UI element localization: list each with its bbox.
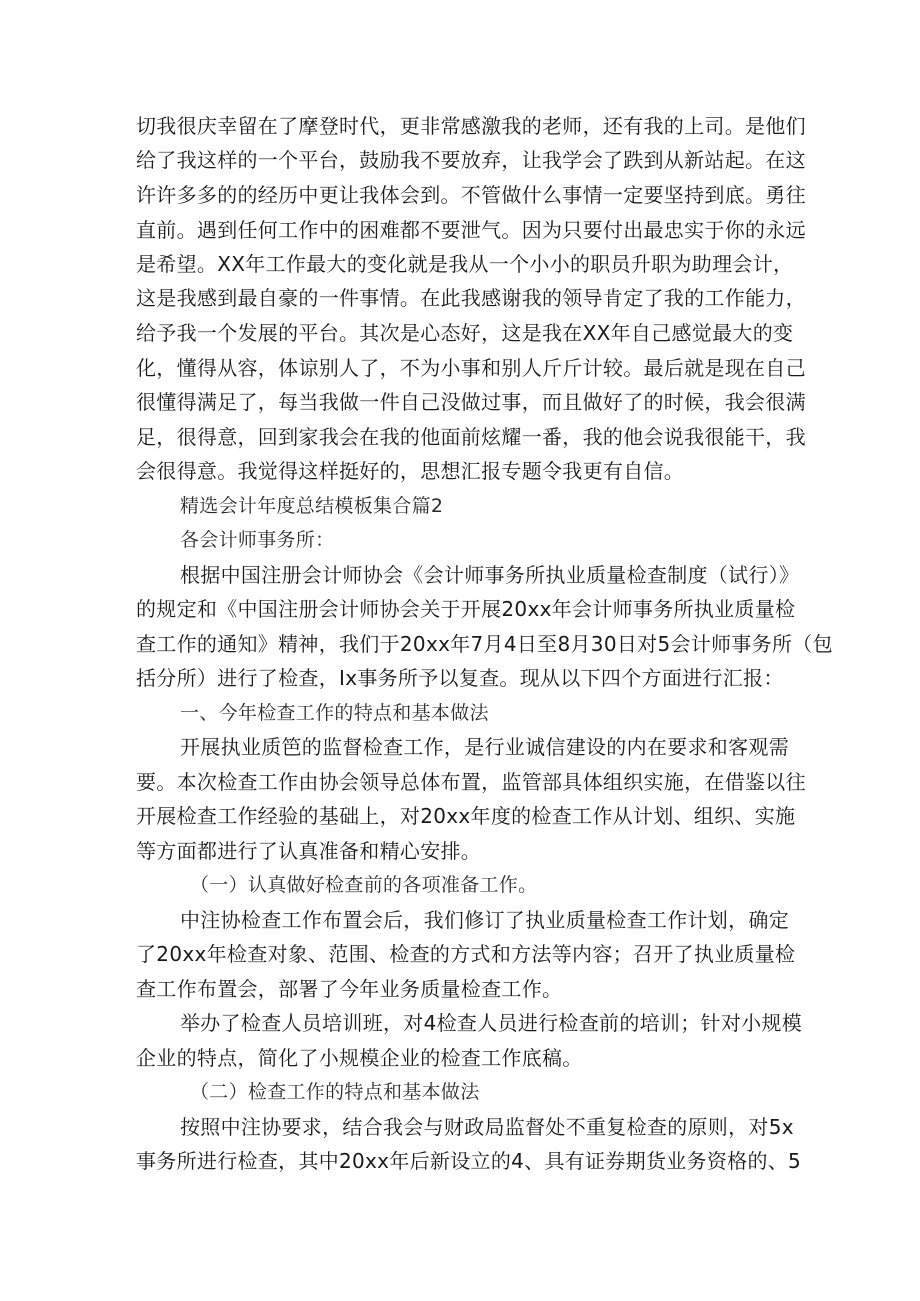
- section-title: 精选会计年度总结模板集合篇2: [180, 495, 444, 517]
- paragraph-line: 许许多多的的经历中更让我体会到。不管做什么事情一定要坚持到底。勇往: [136, 183, 806, 207]
- salutation: 各会计师事务所：: [180, 529, 335, 551]
- paragraph-line: 括分所）进行了检查，Ix事务所予以复查。现从以下四个方面进行汇报：: [136, 666, 784, 690]
- paragraph-line: 直前。遇到任何工作中的困难都不要泄气。因为只要付出最忠实于你的永远: [136, 218, 806, 242]
- paragraph-line: 中注协检查工作布置会后，我们修订了执业质量检查工作计划，确定: [180, 908, 789, 932]
- subsection-heading: （一）认真做好检查前的各项准备工作。: [190, 874, 538, 896]
- subsection-heading: （二）检查工作的特点和基本做法: [190, 1081, 480, 1103]
- paragraph-line: 的规定和《中国注册会计师协会关于开展20xx年会计师事务所执业质量检: [136, 597, 796, 621]
- paragraph-line: 查工作布置会，部署了今年业务质量检查工作。: [136, 977, 563, 1001]
- paragraph-line: 给了我这样的一个平台，鼓励我不要放弃，让我学会了跌到从新站起。在这: [136, 148, 806, 172]
- paragraph-line: 查工作的通知》精神，我们于20xx年7月4日至8月30日对5会计师事务所（包: [136, 632, 833, 656]
- paragraph-line: 切我很庆幸留在了摩登时代，更非常感激我的老师，还有我的上司。是他们: [136, 114, 806, 138]
- paragraph-line: 等方面都进行了认真准备和精心安排。: [136, 839, 482, 863]
- subsection-heading: 一、今年检查工作的特点和基本做法: [180, 702, 489, 724]
- paragraph-line: 给予我一个发展的平台。其次是心态好，这是我在XX年自己感觉最大的变: [136, 321, 794, 345]
- paragraph-line: 是希望。XX年工作最大的变化就是我从一个小小的职员升职为助理会计，: [136, 252, 794, 276]
- paragraph-line: 举办了检查人员培训班，对4检查人员进行检查前的培训；针对小规模: [180, 1011, 803, 1035]
- paragraph-line: 了20xx年检查对象、范围、检查的方式和方法等内容；召开了执业质量检: [136, 942, 796, 966]
- paragraph-line: 化，懂得从容，体谅别人了，不为小事和别人斤斤计较。最后就是现在自己: [136, 356, 806, 380]
- paragraph-line: 按照中注协要求，结合我会与财政局监督处不重复检查的原则，对5x: [180, 1115, 794, 1139]
- paragraph-line: 事务所进行检查，其中20xx年后新设立的4、具有证券期货业务资格的、5: [136, 1149, 802, 1173]
- paragraph-line: 开展执业质笆的监督检查工作，是行业诚信建设的内在要求和客观需: [180, 735, 789, 759]
- paragraph-line: 根据中国注册会计师协会《会计师事务所执业质量检查制度（试行）》: [180, 563, 800, 587]
- paragraph-line: 很懂得满足了，每当我做一件自己没做过事，而且做好了的时候，我会很满: [136, 390, 806, 414]
- paragraph-line: 这是我感到最自豪的一件事情。在此我感谢我的领导肯定了我的工作能力，: [136, 286, 806, 310]
- paragraph-line: 会很得意。我觉得这样挺好的，思想汇报专题令我更有自信。: [136, 459, 685, 483]
- paragraph-line: 足，很得意，回到家我会在我的他面前炫耀一番，我的他会说我很能干，我: [136, 425, 806, 449]
- paragraph-line: 开展检查工作经验的基础上，对20xx年度的检查工作从计划、组织、实施: [136, 804, 796, 828]
- paragraph-line: 要。本次检查工作由协会领导总体布置，监管部具体组织实施，在借鉴以往: [136, 770, 806, 794]
- paragraph-line: 企业的特点，简化了小规模企业的检查工作底稿。: [136, 1046, 583, 1070]
